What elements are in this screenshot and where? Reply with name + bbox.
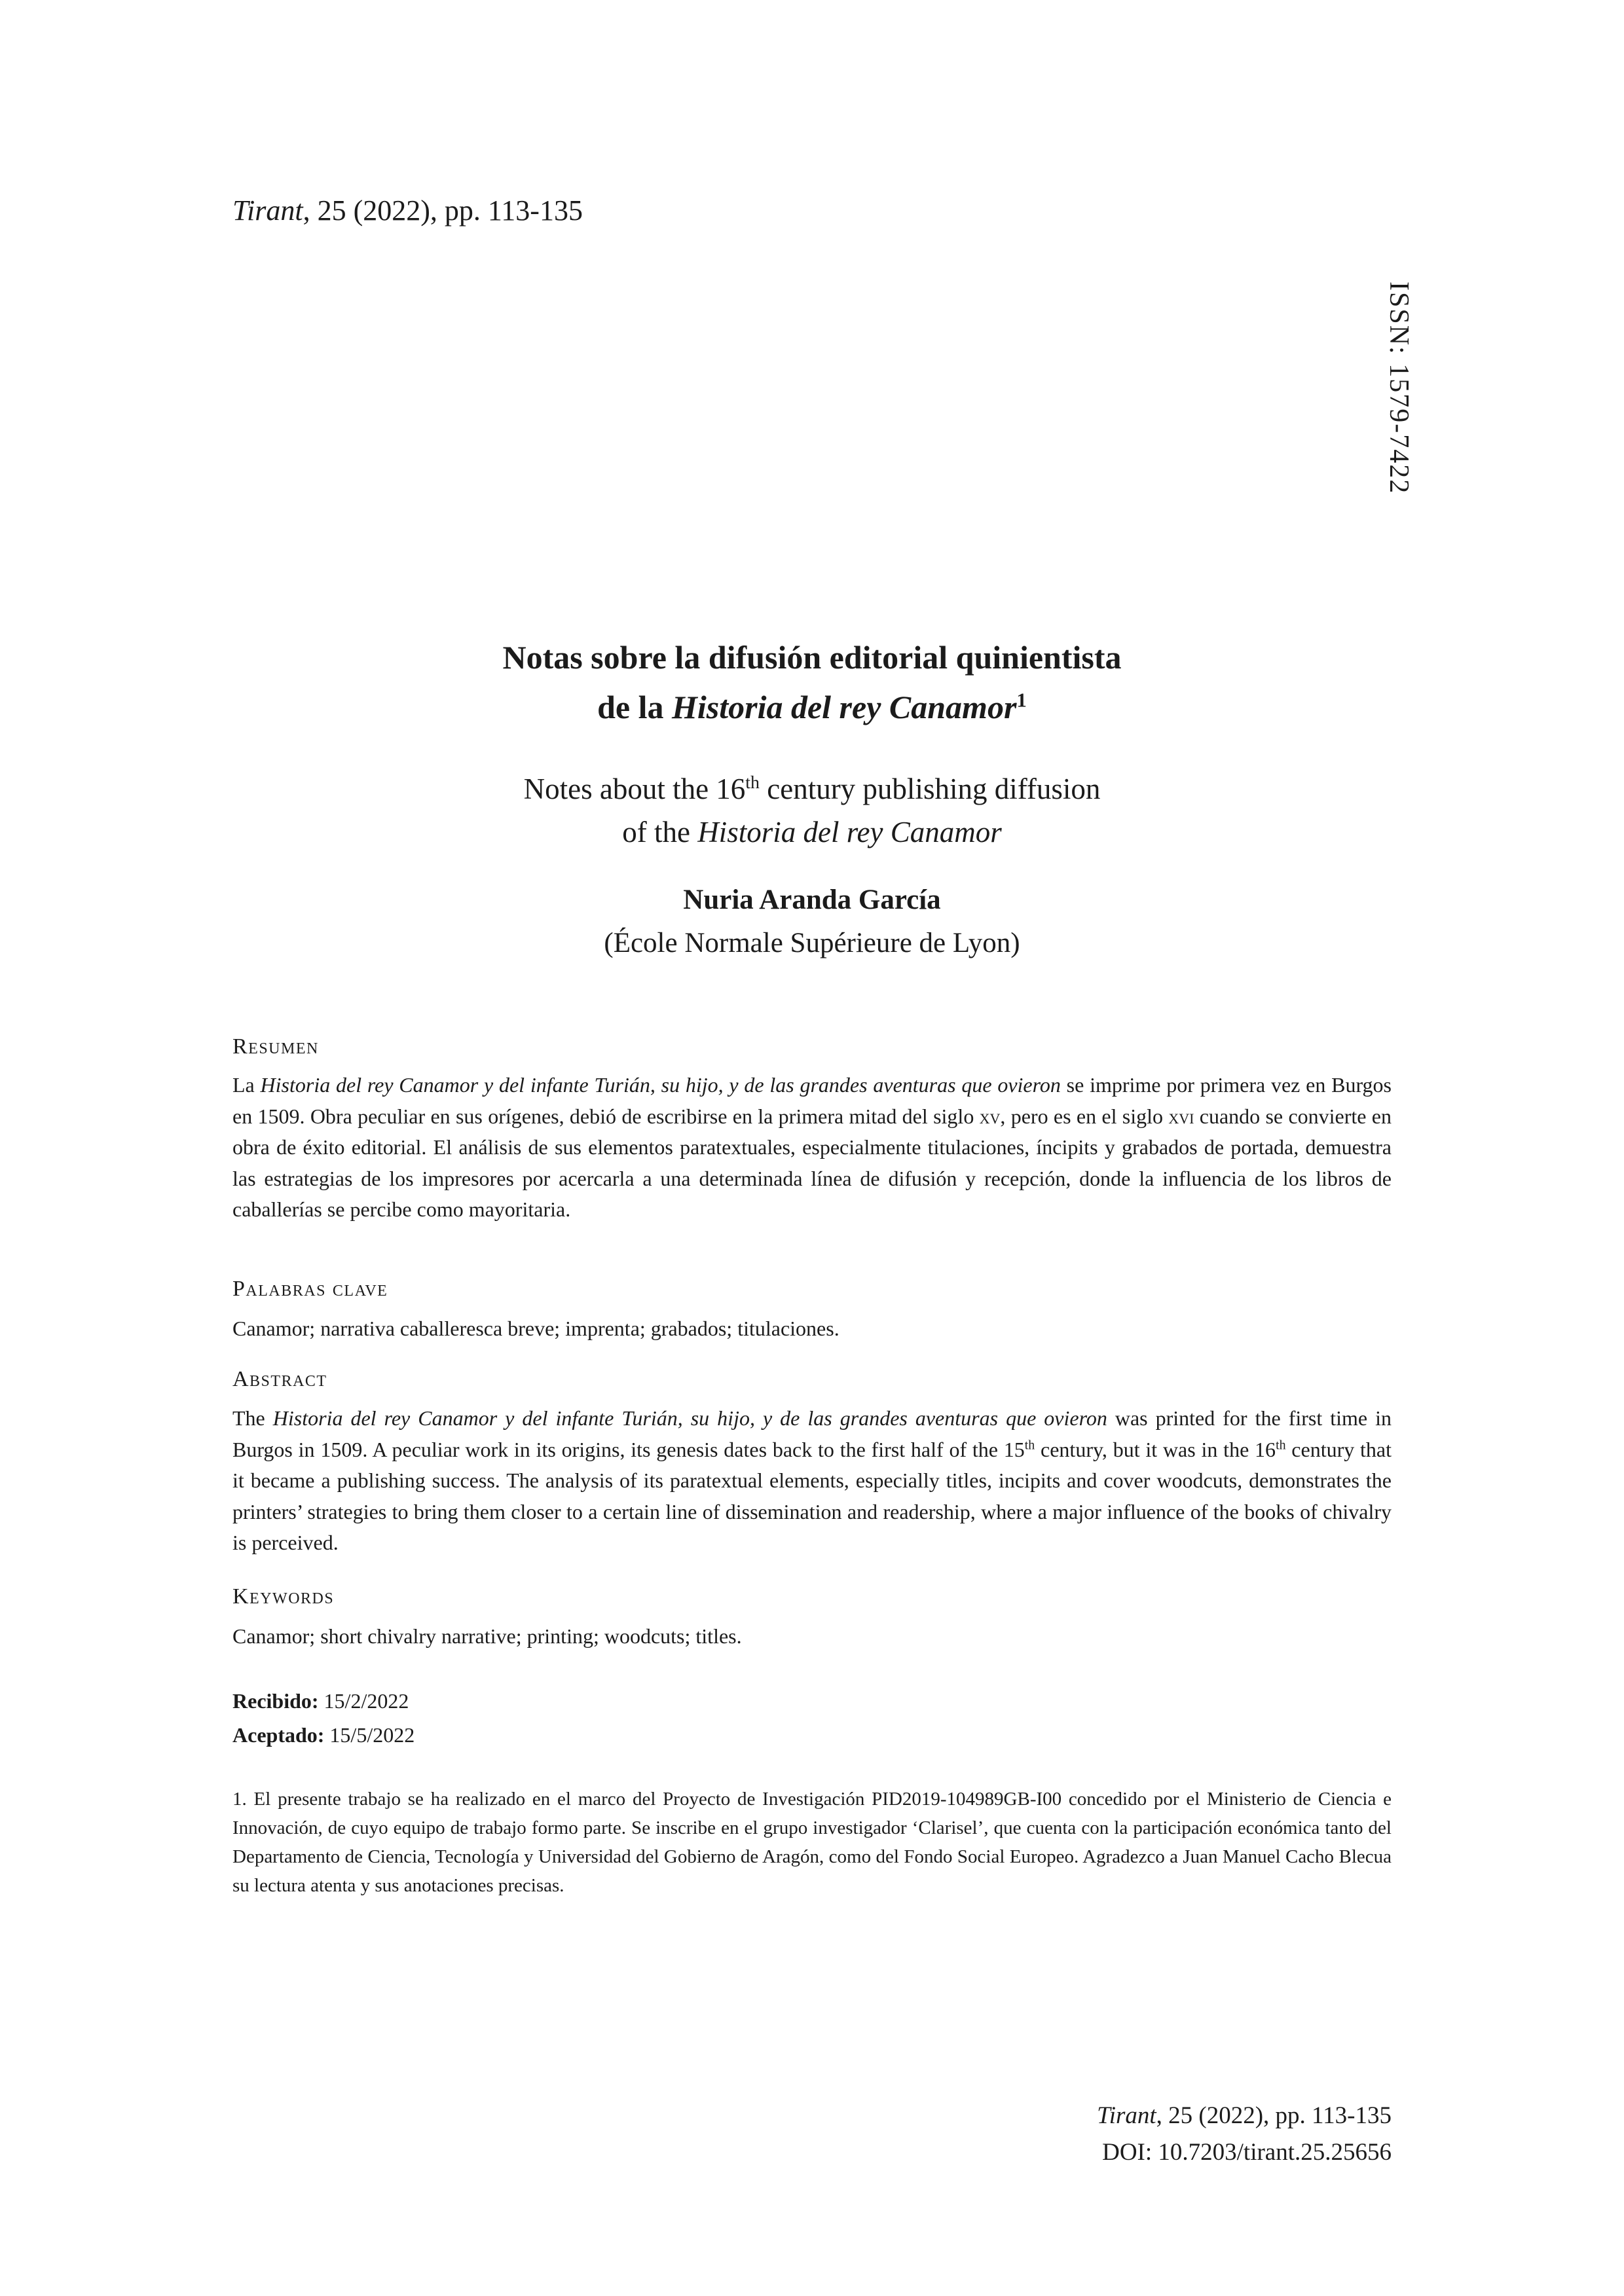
footer-block [232,2098,1392,2171]
footnote: 1. El presente trabajo se ha realizado en el marco del Proyecto de Investigación PID2019-104989GB-I00 concedido por el Ministerio de Ciencia e Innovación, de cuyo equipo de trabajo formo parte. Se inscribe en el grupo investigador ‘Clarisel’, que cuenta con la participación económica tanto del Departamento de Ciencia, Tecnología y Universidad del Gobierno de Aragón, como del Fondo Social Europeo. Agradezco a Juan Manuel Cacho Blecua su lectura atenta y sus anotaciones precisas. [232,1789,1392,1896]
abstract-en-body: The Historia del rey Canamor y del infante Turián, su hijo, y de las grandes aventuras que ovieron was printed for the first time in Burgos in 1509. A peculiar work in its origins, its genesis dates back to the first half of the 15th century, but it was in the 16th century that it became a publishing success. The analysis of its paratextual elements, especially titles, incipits and cover woodcuts, demonstrates the printers’ strategies to bring them closer to a certain line of dissemination and readership, where a major influence of the books of chivalry is perceived. [232,1406,1392,1554]
abstract-en-heading: Abstract [232,1367,327,1391]
article-title-en [232,767,1392,854]
abstract-es-body: La Historia del rey Canamor y del infante Turián, su hijo, y de las grandes aventuras que ovieron se imprime por primera vez en Burgos en 1509. Obra peculiar en sus orígenes, debió de escribirse en la primera mitad del siglo xv, pero es en el siglo xvi cuando se convierte en obra de éxito editorial. El análisis de sus elementos paratextuales, especialmente titulaciones, íncipits y grabados de portada, demuestra las estrategias de los impresores por acercarla a una determinada línea de difusión y recepción, donde la influencia de los libros de caballerías se percibe como mayoritaria. [232,1073,1392,1221]
article-title-es-line2: de la Historia del rey Canamor$^1$ [597,688,1027,725]
dates-block [232,1684,1392,1752]
footer-doi: DOI: 10.7203/tirant.25.25656 [1102,2139,1392,2166]
author-affiliation: (École Normale Supérieure de Lyon) [604,928,1020,958]
abstract-es-heading: Resumen [232,1034,319,1059]
footer-citation: Tirant, 25 (2022), pp. 113-135 [1097,2102,1392,2129]
article-title-en-line1: Notes about the 16th century publishing diffusion [523,773,1101,805]
article-title-es [232,632,1392,732]
keywords-es-body: Canamor; narrativa caballeresca breve; imprenta; grabados; titulaciones. [232,1317,840,1340]
article-title-en-line2: of the Historia del rey Canamor [622,816,1002,848]
keywords-en-body: Canamor; short chivalry narrative; printing; woodcuts; titles. [232,1624,742,1648]
keywords-es-heading: Palabras clave [232,1277,388,1301]
keywords-en-heading: Keywords [232,1584,335,1609]
article-title-es-line1: Notas sobre la difusión editorial quinientista [502,639,1122,676]
accepted-date: Aceptado: 15/5/2022 [232,1723,415,1747]
author-name: Nuria Aranda García [683,884,941,915]
received-date: Recibido: 15/2/2022 [232,1689,409,1713]
header-citation: Tirant, 25 (2022), pp. 113-135 [232,194,583,227]
issn-label: ISSN: 1579-7422 [1384,282,1414,495]
